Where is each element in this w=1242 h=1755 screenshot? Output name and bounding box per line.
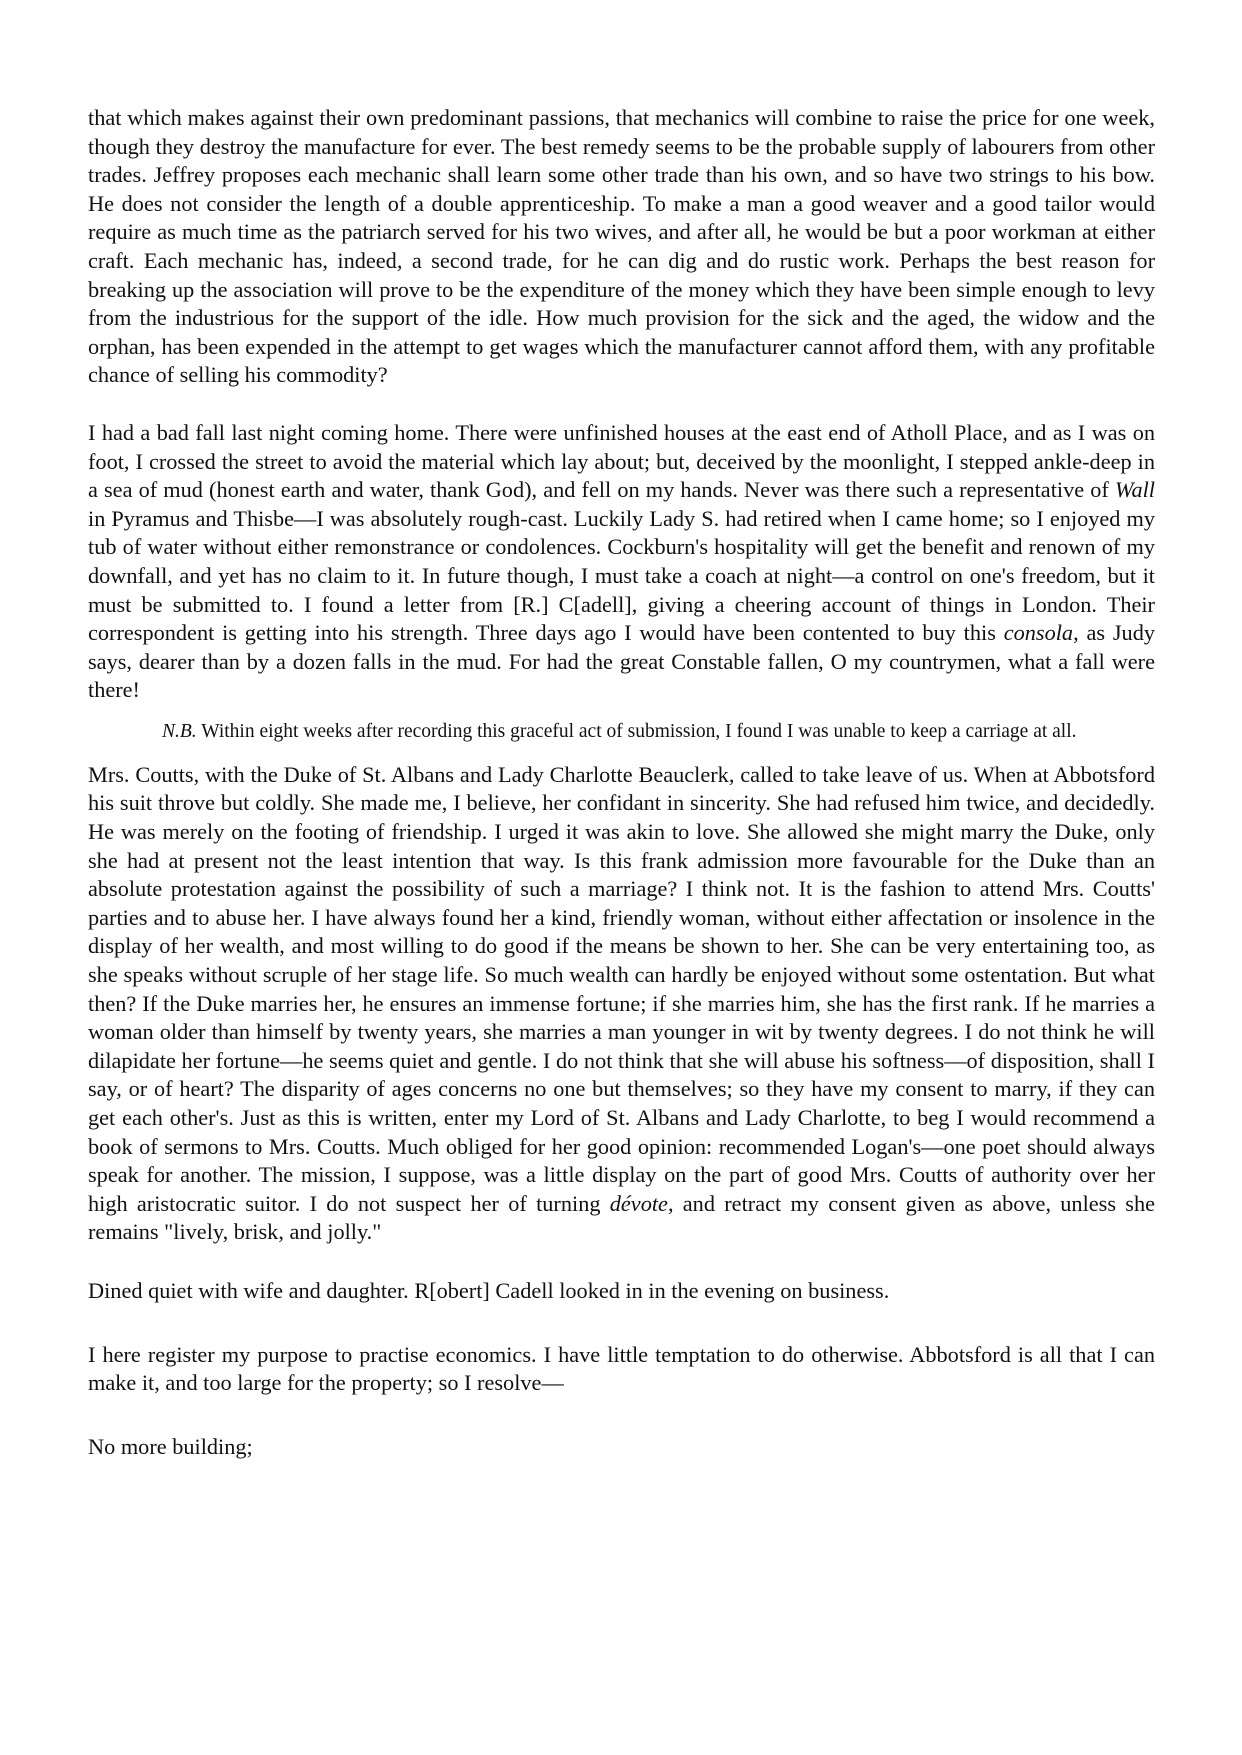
italic-wall: Wall [1114, 477, 1155, 503]
paragraph-economics: I here register my purpose to practise economics. I have little temptation to do otherwise. Abbotsford is all that I can make it, and too large for the property; so I resolve— [88, 1341, 1155, 1396]
footnote-nb [88, 719, 1155, 745]
note-text: Within eight weeks after recording this graceful act of submission, I found I was unable to keep a carriage at all. [196, 720, 1077, 742]
italic-devote: dévote [609, 1190, 668, 1216]
paragraph-mrs-coutts [88, 761, 1155, 1247]
text-run: in Pyramus and Thisbe—I was absolutely rough-cast. Luckily Lady S. had retired when I came home; so I enjoyed my tub of water without either remonstrance or condolences. Cockburn's hospitality will get the benefit and renown of my downfall, and yet has no claim to it. In future though, I must take a coach at night—a control on one's freedom, but it must be submitted to. I found a letter from [R.] C[adell], giving a cheering account of things in London. Their correspondent is getting into his strength. Three days ago I would have been contented to buy this [88, 505, 1155, 646]
journal-page [88, 104, 1155, 1461]
text-run: I had a bad fall last night coming home. There were unfinished houses at the east end of Atholl Place, and as I was on foot, I crossed the street to avoid the material which lay about; but, deceived by the moonlight, I stepped ankle-deep in a sea of mud (honest earth and water, thank God), and fell on my hands. Never was there such a representative of [88, 419, 1155, 503]
paragraph-bad-fall [88, 419, 1155, 705]
note-label: N.B. [162, 720, 197, 742]
paragraph-no-more-building: No more building; [88, 1433, 253, 1459]
text-run: Mrs. Coutts, with the Duke of St. Albans and Lady Charlotte Beauclerk, called to take leave of us. When at Abbotsford his suit throve but coldly. She made me, I believe, her confidant in sincerity. She had refused him twice, and decidedly. He was merely on the footing of friendship. I urged it was akin to love. She allowed she might marry the Duke, only she had at present not the least intention that way. Is this frank admission more favourable for the Duke than an absolute protestation against the possibility of such a marriage? I think not. It is the fashion to attend Mrs. Coutts' parties and to abuse her. I have always found her a kind, friendly woman, without either affectation or insolence in the display of her wealth, and most willing to do good if the means be shown to her. She can be very entertaining too, as she speaks without scruple of her stage life. So much wealth can hardly be enjoyed without some ostentation. But what then? If the Duke marries her, he ensures an immense fortune; if she marries him, she has the first rank. If he marries a woman older than himself by twenty years, she marries a man younger in wit by twenty degrees. I do not think he will dilapidate her fortune—he seems quiet and gentle. I do not think that she will abuse his softness—of disposition, shall I say, or of heart? The disparity of ages concerns no one but themselves; so they have my consent to marry, if they can get each other's. Just as this is written, enter my Lord of St. Albans and Lady Charlotte, to beg I would recommend a book of sermons to Mrs. Coutts. Much obliged for her good opinion: recommended Logan's—one poet should always speak for another. The mission, I suppose, was a little display on the part of good Mrs. Coutts of authority over her high aristocratic suitor. I do not suspect her of turning [88, 761, 1155, 1216]
text-run: , as Judy says, dearer than by a dozen falls in the mud. For had the great Constable fallen, O my countrymen, what a fall were there! [88, 620, 1155, 703]
text-run: , and retract my consent given as above, unless she remains "lively, brisk, and jolly." [88, 1190, 1156, 1245]
paragraph-mechanics: that which makes against their own predominant passions, that mechanics will combine to raise the price for one week, though they destroy the manufacture for ever. The best remedy seems to be the probable supply of labourers from other trades. Jeffrey proposes each mechanic shall learn some other trade than his own, and so have two strings to his bow. He does not consider the length of a double apprenticeship. To make a man a good weaver and a good tailor would require as much time as the patriarch served for his two wives, and after all, he would be but a poor workman at either craft. Each mechanic has, indeed, a second trade, for he can dig and do rustic work. Perhaps the best reason for breaking up the association will prove to be the expenditure of the money which they have been simple enough to levy from the industrious for the support of the idle. How much provision for the sick and the aged, the widow and the orphan, has been expended in the attempt to get wages which the manufacturer cannot afford them, with any profitable chance of selling his commodity? [88, 105, 1155, 388]
paragraph-dined-quiet: Dined quiet with wife and daughter. R[obert] Cadell looked in in the evening on business. [88, 1277, 890, 1303]
italic-consola: consola [1003, 620, 1074, 646]
